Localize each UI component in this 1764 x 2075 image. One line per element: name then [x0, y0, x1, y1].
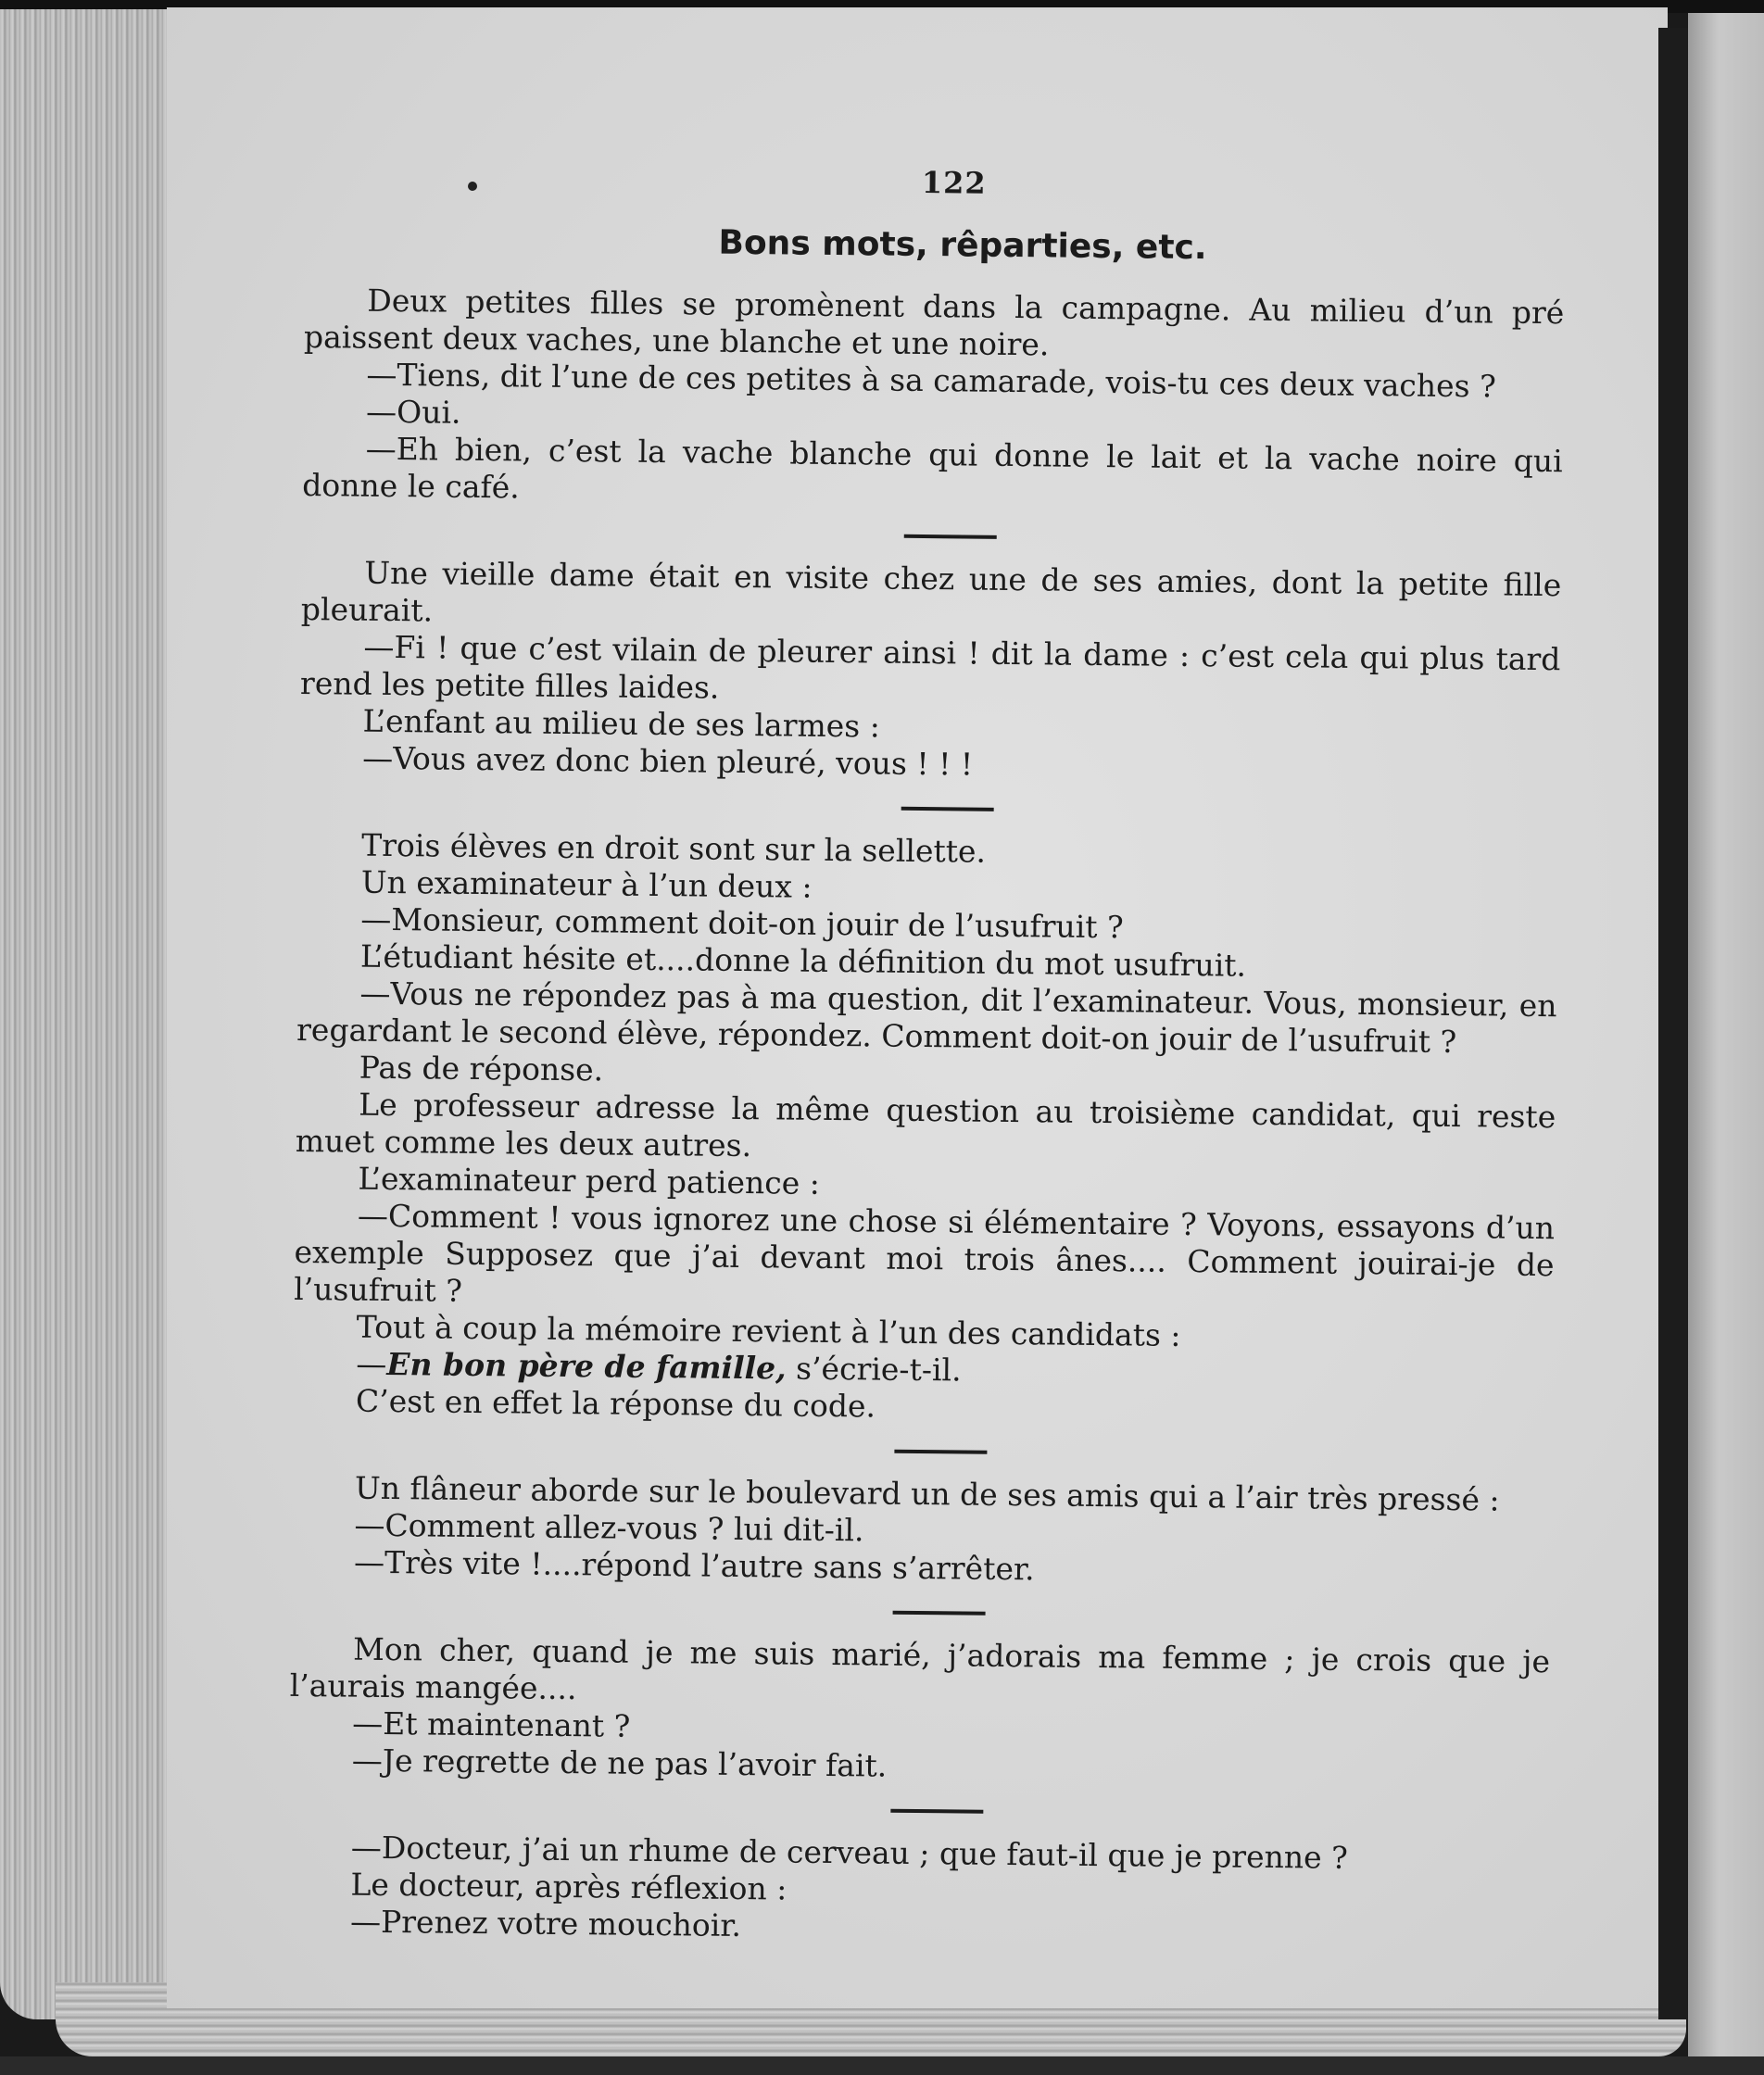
story-paragraph: —Prenez votre mouchoir. [349, 1903, 742, 1944]
story-paragraph: —Oui. [365, 393, 461, 431]
scan-bottom-border [0, 2056, 1764, 2075]
story-vaches [302, 282, 1564, 517]
story-paragraph: Le docteur, après réflexion : [350, 1866, 788, 1907]
story-paragraph: L’examinateur perd patience : [358, 1160, 821, 1201]
section-separator [893, 1611, 986, 1616]
story-paragraph: —Tiens, dit l’une de ces petites à sa camarade, vois-tu ces deux vaches ? [366, 356, 1496, 405]
page-title: Bons mots, rêparties, etc. [718, 223, 1207, 268]
page-number: 122 [921, 164, 987, 201]
story-vieille-dame [299, 554, 1561, 789]
story-docteur [287, 1829, 1548, 1953]
story-paragraph: —Fi ! que c’est vilain de pleurer ainsi ! dit la dame : c’est cela qui plus tard rend les petite filles laides. [299, 628, 1561, 706]
story-usufruit [293, 826, 1559, 1432]
story-paragraph: Mon cher, quand je me suis marié, j’adorais ma femme ; je crois que je l’aurais mangée.... [289, 1630, 1551, 1707]
story-paragraph: Un examinateur à l’un deux : [360, 863, 813, 905]
story-text: s’écrie-t-il. [786, 1350, 962, 1389]
italic-phrase: En bon père de famille, [386, 1345, 787, 1387]
next-page-edge [1688, 13, 1764, 2075]
story-paragraph: Pas de réponse. [359, 1049, 604, 1088]
story-paragraph: —Docteur, j’ai un rhume de cerveau ; que faut-il que je prenne ? [350, 1829, 1349, 1876]
story-paragraph: —Comment allez-vous ? lui dit-il. [354, 1506, 864, 1549]
story-paragraph: —Et maintenant ? [352, 1704, 631, 1744]
story-paragraph: —Comment ! vous ignorez une chose si élémentaire ? Voyons, essayons d’un exemple Supposez que j’ai devant moi trois ânes.... Comment jouirai-je de l’usufruit ? [294, 1197, 1556, 1309]
story-paragraph: Une vieille dame était en visite chez une de ses amies, dont la petite fille pleurait. [300, 554, 1562, 629]
story-mon-cher [289, 1630, 1551, 1792]
story-paragraph: Deux petites filles se promènent dans la campagne. Au milieu d’un pré paissent deux vaches, une blanche et une noire. [303, 282, 1565, 363]
story-paragraph: —Vous ne répondez pas à ma question, dit l’examinateur. Vous, monsieur, en regardant le second élève, répondez. Comment doit-on jouir de l’usufruit ? [296, 975, 1557, 1061]
story-paragraph: C’est en effet la réponse du code. [355, 1382, 876, 1425]
page-text [287, 157, 1566, 1953]
story-paragraph: Un flâneur aborde sur le boulevard un de ses amis qui a l’air très pressé : [354, 1469, 1500, 1518]
section-separator [890, 1809, 983, 1814]
story-paragraph: L’enfant au milieu de ses larmes : [362, 702, 881, 745]
section-separator [901, 807, 994, 811]
book-gutter [1658, 28, 1690, 2019]
story-paragraph: Tout à coup la mémoire revient à l’un des candidats : [356, 1308, 1181, 1353]
story-paragraph: —Très vite !....répond l’autre sans s’arrêter. [353, 1543, 1035, 1588]
story-paragraph: L’étudiant hésite et....donne la définition du mot usufruit. [359, 937, 1247, 984]
story-paragraph: —Eh bien, c’est la vache blanche qui donne le lait et la vache noire qui donne le café. [302, 430, 1563, 506]
dash: — [356, 1345, 387, 1382]
story-paragraph: Trois élèves en droit sont sur la sellette. [361, 826, 987, 870]
story-flaneur [291, 1469, 1552, 1593]
story-paragraph: —Monsieur, comment doit-on jouir de l’usufruit ? [360, 900, 1124, 946]
section-separator [904, 534, 997, 539]
book-page-edges [0, 9, 176, 2019]
story-paragraph: —Je regrette de ne pas l’avoir fait. [351, 1742, 888, 1784]
section-separator [894, 1450, 987, 1454]
story-paragraph: —Vous avez donc bien pleuré, vous ! ! ! [362, 739, 974, 783]
story-paragraph: Le professeur adresse la même question au troisième candidat, qui reste muet comme les deux autres. [295, 1086, 1556, 1164]
